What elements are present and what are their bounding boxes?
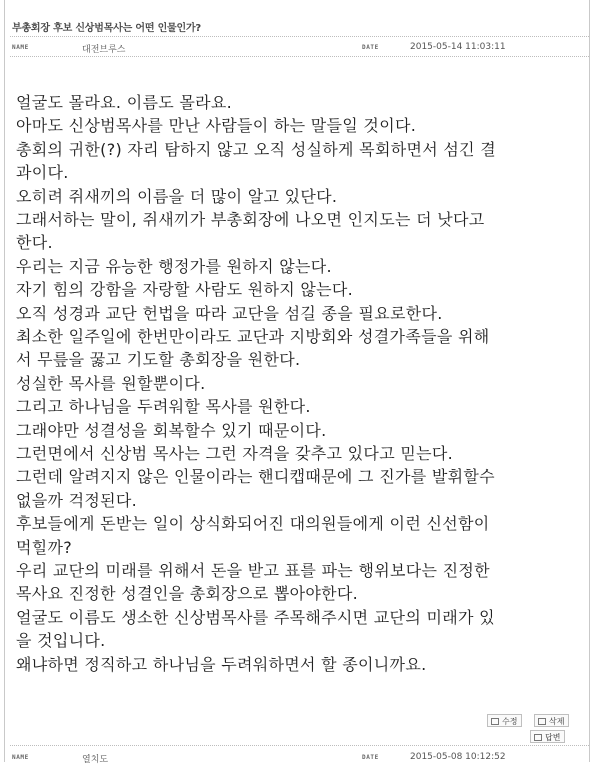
next-date-label: DATE: [362, 754, 379, 761]
trash-icon: [538, 718, 546, 725]
body-line: 왜냐하면 정직하고 하나님을 두려워하면서 할 종이니까요.: [16, 654, 427, 674]
body-line: 없을까 걱정된다.: [16, 490, 138, 510]
body-line: 먹힐까?: [16, 537, 73, 557]
reply-button[interactable]: 답변: [530, 730, 565, 743]
body-line: 과이다.: [16, 163, 69, 183]
body-line: 후보들에게 돈받는 일이 상식화되어진 대의원들에게 이런 신선함이: [16, 514, 490, 534]
next-post-date: 2015-05-08 10:12:52: [410, 752, 506, 762]
post-title: 부총회장 후보 신상범목사는 어떤 인물인가?: [12, 23, 202, 34]
body-line: 을 것입니다.: [16, 631, 106, 651]
body-line: 총회의 귀한(?) 자리 탐하지 않고 오직 성실하게 목회하면서 섬긴 결: [16, 139, 497, 159]
next-author-name[interactable]: 열치도: [82, 755, 109, 765]
body-line: 그런데 알려지지 않은 인물이라는 핸디캡때문에 그 진가를 발휘할수: [16, 467, 495, 487]
body-line: 그래서하는 말이, 쥐새끼가 부총회장에 나오면 인지도는 더 낫다고: [16, 210, 485, 229]
post-date: 2015-05-14 11:03:11: [410, 42, 506, 52]
body-line: 한다.: [16, 233, 53, 253]
body-line: 그런면에서 신상범 목사는 그런 자격을 갖추고 있다고 믿는다.: [16, 444, 453, 463]
delete-button[interactable]: 삭제: [534, 714, 569, 727]
body-line: 오히려 쥐새끼의 이름을 더 많이 알고 있단다.: [16, 186, 338, 206]
divider: [10, 745, 589, 746]
next-name-label: NAME: [12, 754, 29, 761]
body-line: 얼굴도 이름도 생소한 신상범목사를 주목해주시면 교단의 미래가 있: [16, 607, 495, 627]
body-line: 그래야만 성결성을 회복할수 있기 때문이다.: [16, 420, 327, 440]
body-line: 자기 힘의 강함을 자랑할 사람도 원하지 않는다.: [16, 280, 354, 300]
divider: [10, 56, 589, 57]
pencil-icon: [491, 718, 499, 725]
divider: [10, 36, 589, 37]
body-line: 성실한 목사를 원할뿐이다.: [16, 373, 206, 393]
body-line: 우리 교단의 미래를 위해서 돈을 받고 표를 파는 행위보다는 진정한: [16, 561, 490, 580]
body-line: 최소한 일주일에 한번만이라도 교단과 지방회와 성결가족들을 위해: [16, 327, 490, 346]
author-name[interactable]: 대전브루스: [82, 45, 126, 55]
body-line: 아마도 신상범목사를 만난 사람들이 하는 말들일 것이다.: [16, 116, 417, 136]
reply-icon: [534, 734, 542, 741]
body-line: 우리는 지금 유능한 행정가를 원하지 않는다.: [16, 256, 332, 276]
body-line: 목사요 진정한 성결인을 총회장으로 뽑아야한다.: [16, 584, 359, 604]
body-line: 오직 성경과 교단 헌법을 따라 교단을 섬길 종을 필요로한다.: [16, 303, 443, 323]
edit-button[interactable]: 수정: [487, 714, 522, 727]
date-label: DATE: [362, 44, 379, 51]
body-line: 얼굴도 몰라요. 이름도 몰라요.: [16, 93, 233, 112]
body-line: 서 무릎을 꿇고 기도할 총회장을 원한다.: [16, 350, 301, 370]
name-label: NAME: [12, 44, 29, 51]
body-line: 그리고 하나님을 두려워할 목사를 원한다.: [16, 397, 311, 417]
